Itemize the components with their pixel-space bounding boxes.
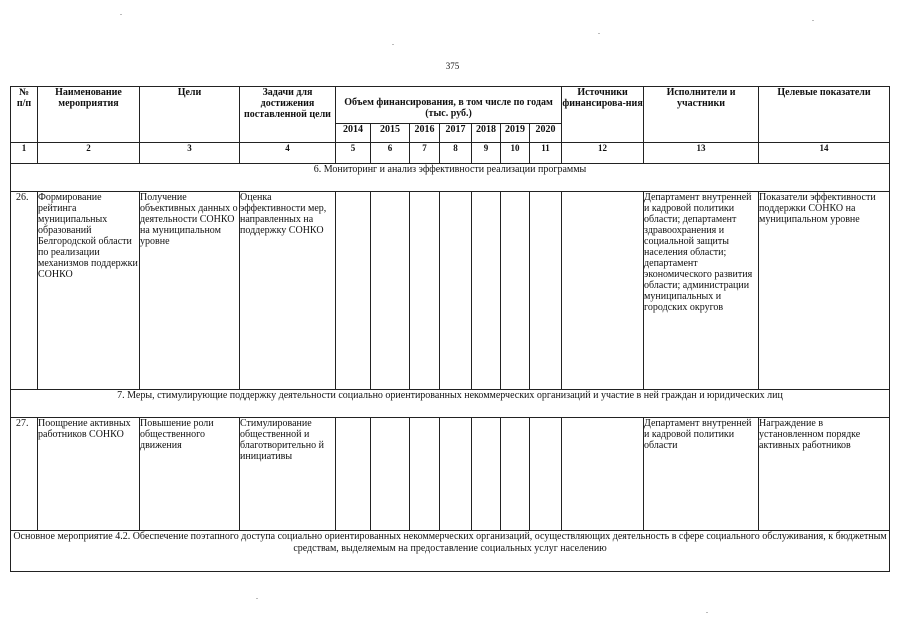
row-goal: Получение объективных данных о деятельности СОНКО на муниципальном уровне [140, 192, 240, 390]
row-year-cell [440, 418, 472, 531]
header-year: 2019 [501, 124, 530, 143]
row-name: Формирование рейтинга муниципальных образований Белгородской области по реализации механизмов поддержки СОНКО [38, 192, 140, 390]
row-number: 26. [11, 192, 38, 390]
header-executors: Исполнители и участники [644, 87, 759, 143]
row-executors: Департамент внутренней и кадровой политики области [644, 418, 759, 531]
header-name: Наименование мероприятия [38, 87, 140, 143]
header-year: 2014 [336, 124, 371, 143]
column-number: 12 [562, 143, 644, 164]
section-heading: 6. Мониторинг и анализ эффективности реализации программы [11, 164, 890, 192]
scan-speck [598, 33, 600, 34]
row-name: Поощрение активных работников СОНКО [38, 418, 140, 531]
header-tasks: Задачи для достижения поставленной цели [240, 87, 336, 143]
row-indicator: Награждение в установленном порядке активных работников [759, 418, 890, 531]
row-number: 27. [11, 418, 38, 531]
scan-speck [812, 20, 814, 21]
scan-speck [120, 14, 122, 15]
row-year-cell [336, 192, 371, 390]
row-year-cell [501, 192, 530, 390]
row-year-cell [530, 192, 562, 390]
row-year-cell [472, 192, 501, 390]
row-source [562, 418, 644, 531]
column-number: 7 [410, 143, 440, 164]
program-table [10, 86, 890, 572]
section-heading: 7. Меры, стимулирующие поддержку деятельности социально ориентированных некоммерческих организаций и участие в ней граждан и юридических лиц [11, 390, 890, 418]
row-indicator: Показатели эффективности поддержки СОНКО на муниципальном уровне [759, 192, 890, 390]
row-year-cell [530, 418, 562, 531]
column-number-row [11, 143, 890, 164]
column-number: 4 [240, 143, 336, 164]
header-financing: Объем финансирования, в том числе по годам (тыс. руб.) [336, 87, 562, 124]
header-year: 2017 [440, 124, 472, 143]
table-row [11, 418, 890, 531]
column-number: 8 [440, 143, 472, 164]
column-number: 13 [644, 143, 759, 164]
row-year-cell [410, 418, 440, 531]
column-number: 1 [11, 143, 38, 164]
row-year-cell [371, 418, 410, 531]
header-year: 2016 [410, 124, 440, 143]
header-sources: Источники финансирова-ния [562, 87, 644, 143]
table-row [11, 192, 890, 390]
column-number: 2 [38, 143, 140, 164]
header-num: № п/п [11, 87, 38, 143]
scan-speck [392, 44, 394, 45]
row-year-cell [501, 418, 530, 531]
row-task: Оценка эффективности мер, направленных на поддержку СОНКО [240, 192, 336, 390]
header-goals: Цели [140, 87, 240, 143]
column-number: 10 [501, 143, 530, 164]
header-year: 2020 [530, 124, 562, 143]
section-heading-row [11, 390, 890, 418]
column-number: 11 [530, 143, 562, 164]
row-year-cell [472, 418, 501, 531]
row-source [562, 192, 644, 390]
scan-speck [256, 598, 258, 599]
row-executors: Департамент внутренней и кадровой политики области; департамент здравоохранения и социальной защиты населения области; департамент экономического развития области; администрации муниципальных и городских округов [644, 192, 759, 390]
page-number: 375 [445, 61, 460, 71]
header-row [11, 87, 890, 124]
main-activity-row [11, 531, 890, 572]
row-goal: Повышение роли общественного движения [140, 418, 240, 531]
column-number: 14 [759, 143, 890, 164]
scan-speck [706, 612, 708, 613]
header-indicators: Целевые показатели [759, 87, 890, 143]
column-number: 9 [472, 143, 501, 164]
row-year-cell [336, 418, 371, 531]
row-year-cell [371, 192, 410, 390]
row-year-cell [440, 192, 472, 390]
column-number: 6 [371, 143, 410, 164]
row-task: Стимулирование общественной и благотворительно й инициативы [240, 418, 336, 531]
header-year: 2015 [371, 124, 410, 143]
header-year: 2018 [472, 124, 501, 143]
section-heading-row [11, 164, 890, 192]
main-activity-text: Основное мероприятие 4.2. Обеспечение поэтапного доступа социально ориентированных некоммерческих организаций, осуществляющих деятельность в сфере социального обслуживания, к бюджетным средствам, выделяемым на предоставление социальных услуг населению [11, 531, 890, 572]
row-year-cell [410, 192, 440, 390]
column-number: 3 [140, 143, 240, 164]
column-number: 5 [336, 143, 371, 164]
